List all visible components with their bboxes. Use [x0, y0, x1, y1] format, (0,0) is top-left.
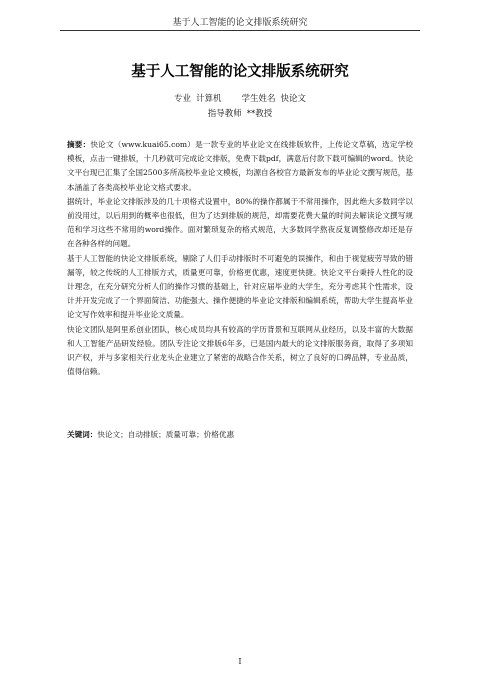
author-line: [60, 92, 420, 104]
paper-title: 基于人工智能的论文排版系统研究: [131, 64, 349, 80]
student-label: 学生姓名: [241, 94, 276, 104]
advisor-value: **教授: [246, 109, 273, 119]
major-value: 计算机: [195, 94, 222, 104]
keywords-label: 关键词：: [67, 430, 98, 439]
student-value: 快论文: [280, 94, 307, 104]
abstract-paragraph: [67, 138, 413, 195]
advisor-line: [60, 107, 420, 119]
abstract-paragraph: 基于人工智能的快论文排版系统，剔除了人们手动排版时不可避免的误操作，和由于视觉疲劳导致的错漏等，较之传统的人工排版方式，质量更可靠，价格更优惠，速度更快捷。快论文平台秉持人性化的设计理念，在充分研究分析人们的操作习惯的基础上，针对应届毕业的大学生，充分考虑其个性需求，设计并开发完成了一个界面简洁、功能强大、操作便捷的毕业论文排版和编辑系统，帮助大学生提高毕业论文写作效率和提升毕业论文质量。: [67, 253, 413, 320]
keywords-line: [67, 428, 413, 442]
abstract-body: [67, 138, 413, 379]
advisor-label: 指导教师: [207, 109, 242, 119]
keywords-value: 快论文；自动排版；质量可靠；价格优惠: [97, 430, 235, 439]
major-label: 专业: [173, 94, 191, 104]
abstract-paragraph: 快论文团队是阿里系创业团队，核心成员均具有较高的学历背景和互联网从业经历，以及丰富的大数据和人工智能产品研发经验。团队专注论文排版6年多，已是国内最大的论文排版服务商，取得了多项知识产权，并与多家相关行业龙头企业建立了紧密的战略合作关系，树立了良好的口碑品牌，专业品质，值得信赖。: [67, 324, 413, 377]
abstract-label: 摘要：: [67, 140, 91, 149]
abstract-paragraph: 据统计，毕业论文排版涉及的几十项格式设置中，80%的操作都属于不常用操作，因此绝大多数同学以前没用过，以后用到的概率也很低，但为了达到排版的规范，却需要花费大量的时间去解读论文撰写规范和学习这些不常用的word操作。面对繁琐复杂的格式规范，大多数同学熬夜反复调整修改却还是存在各种各样的问题。: [67, 196, 413, 249]
abstract-text: 快论文（www.kuai65.com）是一款专业的毕业论文在线排版软件，上传论文草稿，选定学校模板，点击一键排版，十几秒就可完成论文排版，免费下载pdf，满意后付款下载可编辑的word。快论文平台现已汇集了全国2500多所高校毕业论文模板，均源自各校官方最新发布的毕业论文撰写规范，基本涵盖了各类高校毕业论文格式要求。: [67, 140, 414, 192]
page-number: I: [238, 657, 242, 666]
running-header: 基于人工智能的论文排版系统研究: [172, 18, 308, 28]
header-rule: [60, 30, 420, 31]
